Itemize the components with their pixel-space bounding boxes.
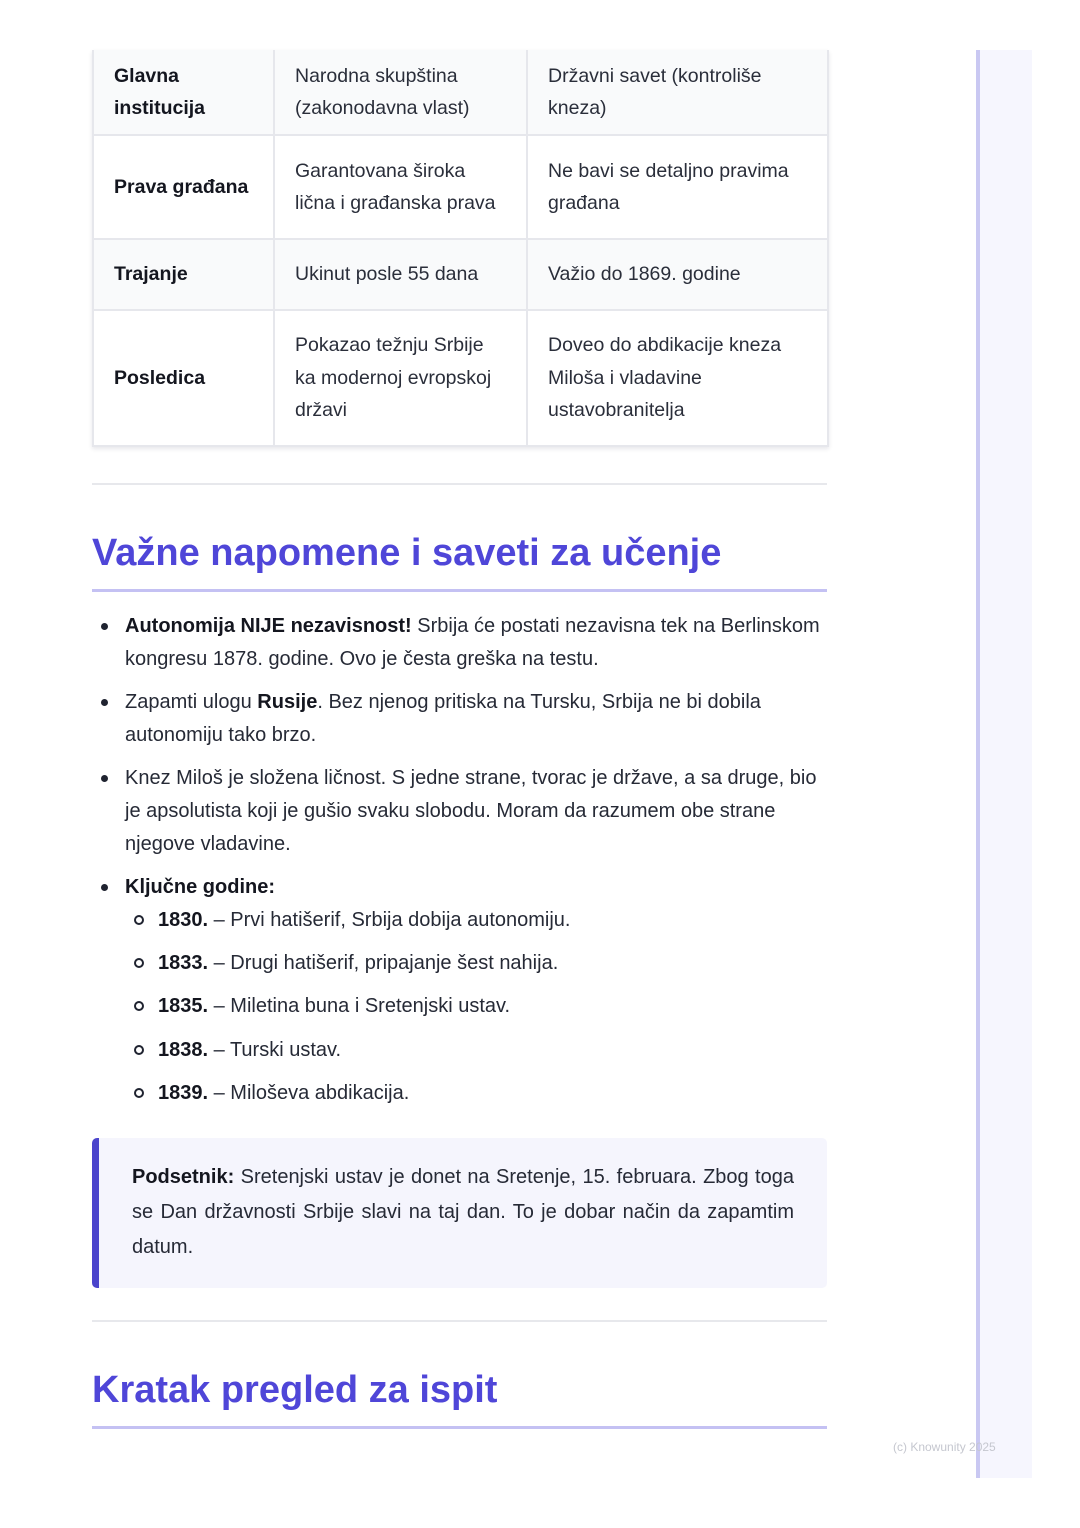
list-item [92, 686, 827, 752]
section-heading: Važne napomene i saveti za učenje [92, 529, 827, 592]
table-cell: Pokazao težnju Srbije ka modernoj evropskoj državi [274, 310, 527, 446]
row-header: Trajanje [93, 239, 274, 310]
reminder-label: Podsetnik: [132, 1166, 235, 1188]
copyright-footer: (c) Knowunity 2025 [893, 1440, 996, 1454]
section-heading: Kratak pregled za ispit [92, 1366, 827, 1429]
year-text: – Miletina buna i Sretenjski ustav. [208, 995, 511, 1018]
year-text: – Miloševa abdikacija. [208, 1082, 410, 1105]
year: 1833. [158, 952, 209, 975]
tip-text: . Bez njenog pritiska na Tursku, Srbija ne bi dobila autonomiju tako brzo. [125, 691, 761, 746]
year: 1838. [158, 1038, 209, 1061]
tip-pre: Zapamti ulogu [125, 691, 258, 714]
row-header: Prava građana [93, 135, 274, 239]
year: 1830. [158, 908, 209, 931]
year: 1835. [158, 995, 209, 1018]
reminder-text: Sretenjski ustav je donet na Sretenje, 15. februara. Zbog toga se Dan državnosti Srbije slavi na taj dan. To je dobar način da zapamtim datum. [132, 1166, 794, 1258]
year-text: – Drugi hatišerif, pripajanje šest nahija. [208, 952, 559, 975]
list-item [125, 947, 827, 980]
year-text: – Prvi hatišerif, Srbija dobija autonomiju. [208, 908, 571, 931]
list-item [92, 762, 827, 860]
tips-list [92, 610, 827, 1120]
list-item [92, 871, 827, 1110]
table-cell: Garantovana široka lična i građanska prava [274, 135, 527, 239]
list-item [125, 990, 827, 1023]
list-item [125, 1034, 827, 1067]
table-row [93, 50, 828, 135]
row-header: Posledica [93, 310, 274, 446]
tip-text: Knez Miloš je složena ličnost. S jedne strane, tvorac je države, a sa druge, bio je apsolutista koji je gušio svaku slobodu. Moram da razumem obe strane njegove vladavine. [125, 767, 817, 855]
main-content [92, 50, 827, 1411]
margin-rule [976, 50, 980, 1478]
list-item [125, 1077, 827, 1110]
section-divider [92, 1320, 827, 1322]
table-cell: Ne bavi se detaljno pravima građana [527, 135, 828, 239]
table-row [93, 135, 828, 239]
key-years-list [125, 904, 827, 1110]
table-row [93, 310, 828, 446]
comparison-table [92, 50, 829, 447]
section-divider [92, 483, 827, 485]
key-years-label: Ključne godine: [125, 876, 275, 899]
table-row [93, 239, 828, 310]
table-cell: Doveo do abdikacije kneza Miloša i vladavine ustavobranitelja [527, 310, 828, 446]
year-text: – Turski ustav. [208, 1038, 342, 1061]
row-header: Glavna institucija [93, 50, 274, 135]
tip-bold: Autonomija NIJE nezavisnost! [125, 615, 412, 637]
tip-bold: Rusije [257, 691, 318, 714]
table-cell: Narodna skupština (zakonodavna vlast) [274, 50, 527, 135]
year: 1839. [158, 1082, 209, 1105]
table-cell: Važio do 1869. godine [527, 239, 828, 310]
list-item [125, 904, 827, 937]
reminder-callout [92, 1138, 827, 1288]
list-item [92, 610, 827, 676]
right-margin-panel [976, 50, 1032, 1478]
table-cell: Državni savet (kontroliše kneza) [527, 50, 828, 135]
table-cell: Ukinut posle 55 dana [274, 239, 527, 310]
tip-text: Srbija će postati nezavisna tek na Berlinskom kongresu 1878. godine. Ovo je česta greška na testu. [125, 615, 820, 670]
